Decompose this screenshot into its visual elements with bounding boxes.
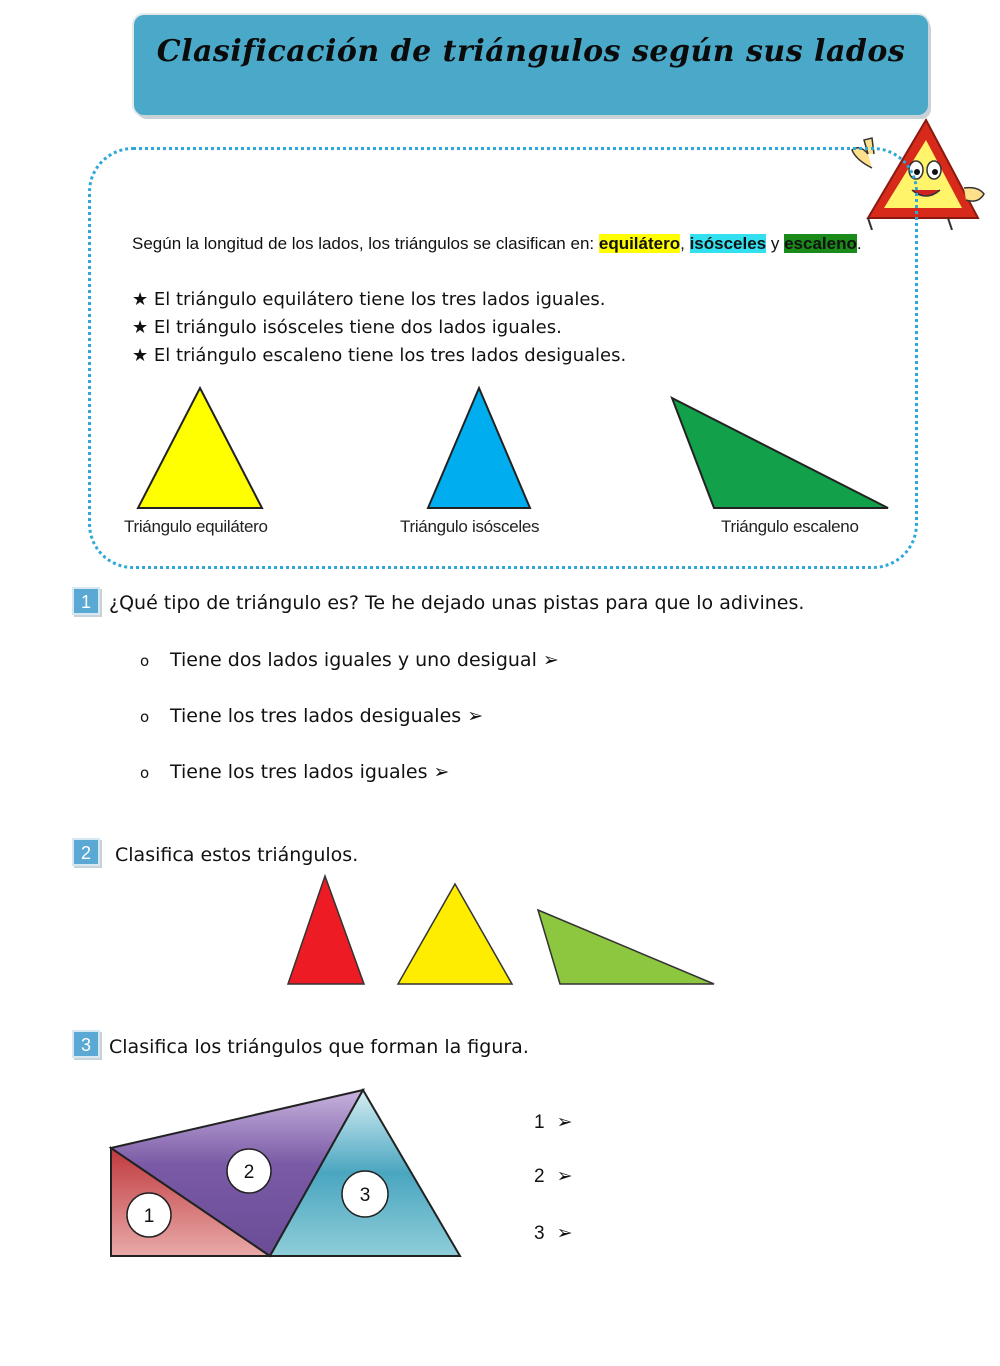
answer-row-1: 1 ➢ <box>534 1112 573 1133</box>
exercise-1-badge: 1 <box>72 587 100 615</box>
intro-paragraph: Según la longitud de los lados, los triángulos se clasifican en: equilátero, isósceles y escaleno. <box>132 234 862 253</box>
label-escaleno: Triángulo escaleno <box>721 517 859 536</box>
highlight-escaleno: escaleno <box>784 234 857 253</box>
exercise-3-figure <box>105 1086 467 1264</box>
scalene-triangle-shape <box>672 398 888 508</box>
exercise-2-badge: 2 <box>72 838 100 866</box>
isosceles-triangle-shape <box>428 388 530 508</box>
exercise-2-triangles <box>280 872 720 988</box>
example-triangles <box>130 384 900 514</box>
figure-label-1: 1 <box>143 1206 155 1227</box>
clue-2: o Tiene los tres lados desiguales ➢ <box>140 705 484 727</box>
rule-equilatero: ★ El triángulo equilátero tiene los tres lados iguales. <box>132 289 606 310</box>
answer-row-2: 2 ➢ <box>534 1166 573 1187</box>
exercise-2-prompt: Clasifica estos triángulos. <box>115 844 359 866</box>
clue-3: o Tiene los tres lados iguales ➢ <box>140 761 450 783</box>
highlight-equilatero: equilátero <box>598 234 681 253</box>
answer-row-3: 3 ➢ <box>534 1223 573 1244</box>
figure-label-3: 3 <box>359 1185 371 1206</box>
label-equilatero: Triángulo equilátero <box>124 517 268 536</box>
figure-label-2: 2 <box>243 1162 255 1183</box>
red-triangle-shape <box>288 876 364 984</box>
rule-isosceles: ★ El triángulo isósceles tiene dos lados iguales. <box>132 317 562 338</box>
yellow-triangle-shape <box>398 884 512 984</box>
rule-escaleno: ★ El triángulo escaleno tiene los tres lados desiguales. <box>132 345 627 366</box>
lime-triangle-shape <box>538 910 714 984</box>
label-isosceles: Triángulo isósceles <box>400 517 540 536</box>
clue-1: o Tiene dos lados iguales y uno desigual ➢ <box>140 649 559 671</box>
equilateral-triangle-shape <box>138 388 262 508</box>
exercise-3-prompt: Clasifica los triángulos que forman la figura. <box>109 1036 529 1058</box>
exercise-3-badge: 3 <box>72 1030 100 1058</box>
exercise-1-prompt: ¿Qué tipo de triángulo es? Te he dejado unas pistas para que lo adivines. <box>109 592 805 614</box>
highlight-isosceles: isósceles <box>689 234 767 253</box>
page-title: Clasificación de triángulos según sus lados <box>156 34 906 69</box>
